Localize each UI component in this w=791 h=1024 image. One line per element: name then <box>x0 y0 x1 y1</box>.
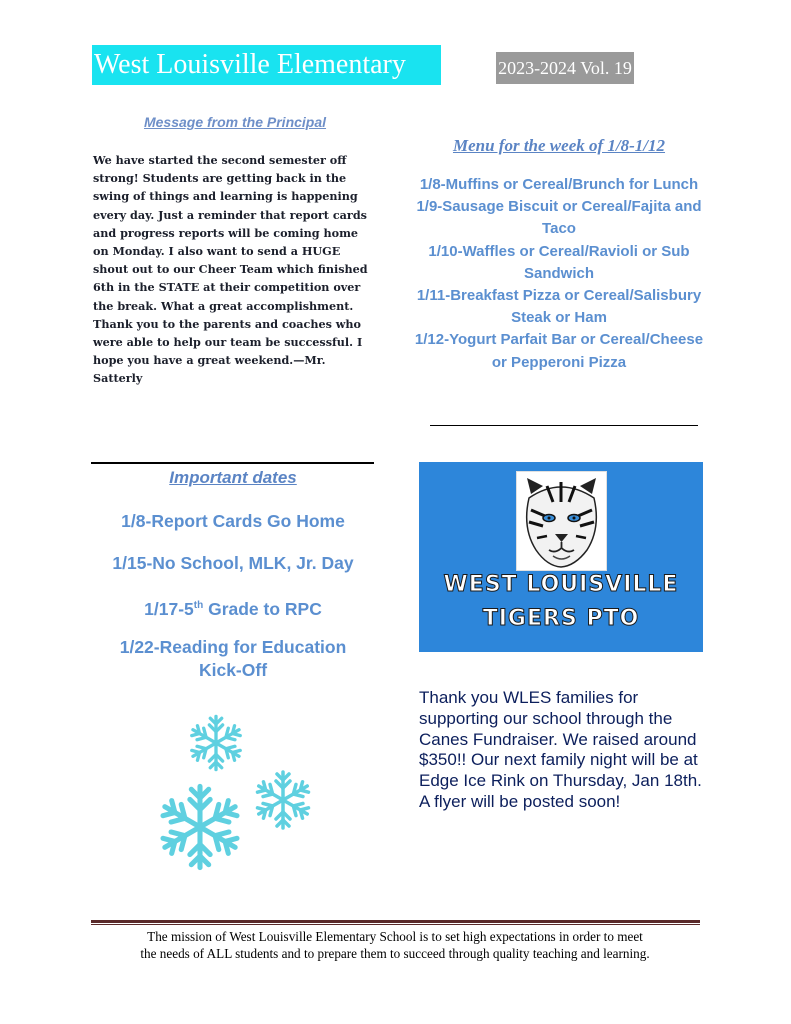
menu-item: 1/11-Breakfast Pizza or Cereal/Salisbury Steak or Ham <box>416 287 702 327</box>
date-item: 1/22-Reading for Education Kick-Off <box>119 637 347 680</box>
pto-logo <box>419 462 703 652</box>
menu-list <box>414 174 704 374</box>
date-text: 1/17-5 <box>144 598 194 619</box>
snowflake-icon <box>190 716 243 769</box>
newsletter-title: West Louisville Elementary <box>92 45 441 85</box>
pto-line1: WEST LOUISVILLE <box>443 572 679 597</box>
snowflake-icon <box>160 786 240 867</box>
menu-heading: Menu for the week of 1/8-1/12 <box>452 136 666 155</box>
pto-line2: TIGERS PTO <box>482 606 640 631</box>
fundraiser-message: Thank you WLES families for supporting our school through the Canes Fundraiser. We raised around $350!! Our next family night will be at Edge Ice Rink on Thursday, Jan 18th. A flyer will be posted soon! <box>419 688 702 811</box>
snowflakes-icon <box>150 705 330 875</box>
date-item: 1/8-Report Cards Go Home <box>121 511 345 531</box>
date-item <box>92 594 374 621</box>
dates-heading: Important dates <box>169 468 297 487</box>
date-item: 1/15-No School, MLK, Jr. Day <box>112 553 354 573</box>
section-divider <box>430 425 698 426</box>
footer-divider <box>91 924 700 925</box>
mission-statement: The mission of West Louisville Elementary School is to set high expectations in order to meet the needs of ALL students and to prepare them to succeed through quality teaching and learning. <box>140 929 650 961</box>
menu-item: 1/10-Waffles or Cereal/Ravioli or Sub Sandwich <box>428 242 690 282</box>
menu-item: 1/8-Muffins or Cereal/Brunch for Lunch <box>419 176 699 193</box>
footer-divider <box>91 920 700 923</box>
tiger-head-icon <box>516 471 607 571</box>
section-divider <box>91 462 374 464</box>
principal-message: We have started the second semester off strong! Students are getting back in the swing of things and learning is happening every day. Just a reminder that report cards and progress reports will be coming home on Monday. I also want to send a HUGE shout out to our Cheer Team which finished 6th in the STATE at their competition over the break. What a great accomplishment. Thank you to the parents and coaches who were able to help our team be successful. I hope you have a great weekend.—Mr. Satterly <box>93 153 368 386</box>
menu-item: 1/12-Yogurt Parfait Bar or Cereal/Cheese or Pepperoni Pizza <box>414 331 704 371</box>
volume-label: 2023-2024 Vol. 19 <box>496 52 634 84</box>
principal-heading: Message from the Principal <box>143 114 327 130</box>
date-text: Grade to RPC <box>203 598 322 619</box>
menu-item: 1/9-Sausage Biscuit or Cereal/Fajita and Taco <box>416 198 702 238</box>
date-superscript: th <box>193 600 204 611</box>
snowflake-icon <box>255 772 310 828</box>
